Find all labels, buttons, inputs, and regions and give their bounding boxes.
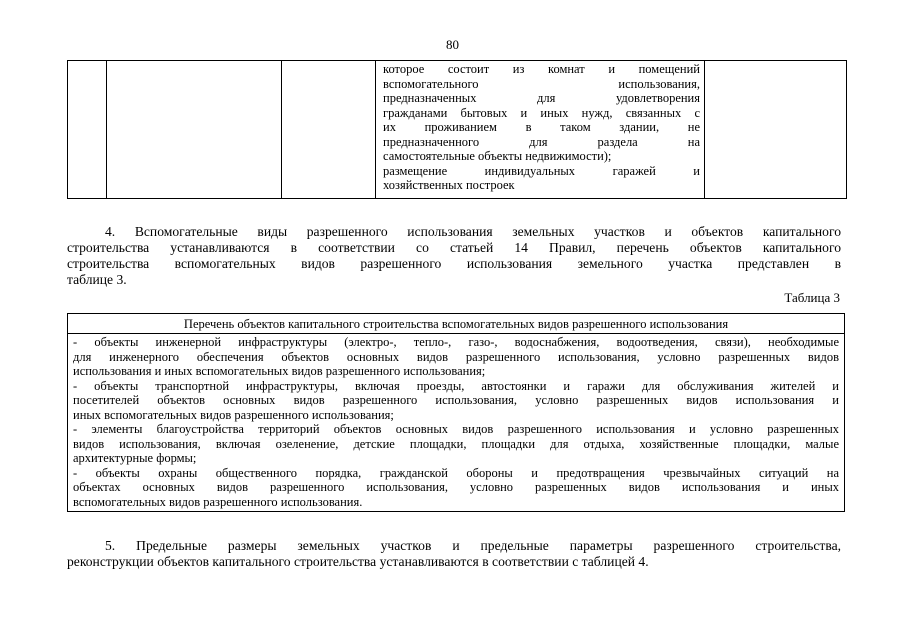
table-cell [282,61,376,199]
text-line: объектах основных видов разрешенного использования, условно разрешенных видов использования и иных [73,480,839,494]
text-line: размещение индивидуальных гаражей и [383,163,700,178]
text-line: вспомогательного использования, [383,76,700,91]
paragraph-4 [67,224,841,288]
table-caption: Таблица 3 [784,290,840,305]
continuation-table [67,60,847,199]
table-header: Перечень объектов капитального строительства вспомогательных видов разрешенного использования [68,314,844,334]
text-line: - объекты охраны общественного порядка, гражданской обороны и предотвращения чрезвычайных ситуаций на [73,465,839,480]
text-line: гражданами бытовых и иных нужд, связанных с [383,105,700,120]
paragraph-5 [67,538,841,570]
text-line: использования и иных вспомогательных видов разрешенного использования; [73,364,486,378]
text-line: 4. Вспомогательные виды разрешенного использования земельных участков и объектов капитального [105,224,841,239]
page-number: 80 [446,37,459,52]
text-line: предназначенных для удовлетворения [383,91,700,105]
list-item [73,335,839,379]
text-line: иных вспомогательных видов разрешенного использования; [73,407,394,422]
text-line: - объекты транспортной инфраструктуры, включая проезды, автостоянки и гаражи для обслуживания жителей и [73,378,839,393]
table-cell-description [376,61,705,199]
text-line: таблице 3. [67,272,127,287]
cell-text [376,61,704,193]
text-line: хозяйственных построек [383,178,515,192]
table-cell [705,61,847,199]
text-line: предназначенного для раздела на [383,134,700,149]
text-line: видов использования, включая озеленение, детские площадки, площадки для отдыха, хозяйственные площадки, малые [73,436,839,451]
text-line: 5. Предельные размеры земельных участков и предельные параметры разрешенного строительства, [105,538,841,553]
text-line: строительства вспомогательных видов разрешенного использования земельного участка представлен в [67,256,841,271]
text-line: вспомогательных видов разрешенного использования. [73,494,363,509]
list-item [73,422,839,466]
text-line: строительства устанавливаются в соответствии со статьей 14 Правил, перечень объектов капитального [67,240,841,255]
text-line: - объекты инженерной инфраструктуры (электро-, тепло-, газо-, водоснабжения, водоотведения, связи), необходимые [73,335,839,349]
text-line: самостоятельные объекты недвижимости); [383,149,612,163]
table-cell [68,61,107,199]
text-line: которое состоит из комнат и помещений [383,62,700,76]
text-line: посетителей объектов основных видов разрешенного использования, условно разрешенных видов использования и [73,393,839,407]
text-line: - элементы благоустройства территорий объектов основных видов разрешенного использования и условно разрешенных [73,422,839,436]
table-body [68,334,844,511]
text-line: их проживанием в таком здании, не [383,120,700,134]
table-cell [107,61,282,199]
table-3 [67,313,845,512]
text-line: для инженерного обеспечения объектов основных видов разрешенного использования, условно разрешенных видов [73,349,839,364]
text-line: архитектурные формы; [73,451,197,465]
list-item [73,379,839,423]
list-item [73,466,839,510]
table-row [68,61,847,199]
text-line: реконструкции объектов капитального строительства устанавливаются в соответствии с таблицей 4. [67,554,649,569]
